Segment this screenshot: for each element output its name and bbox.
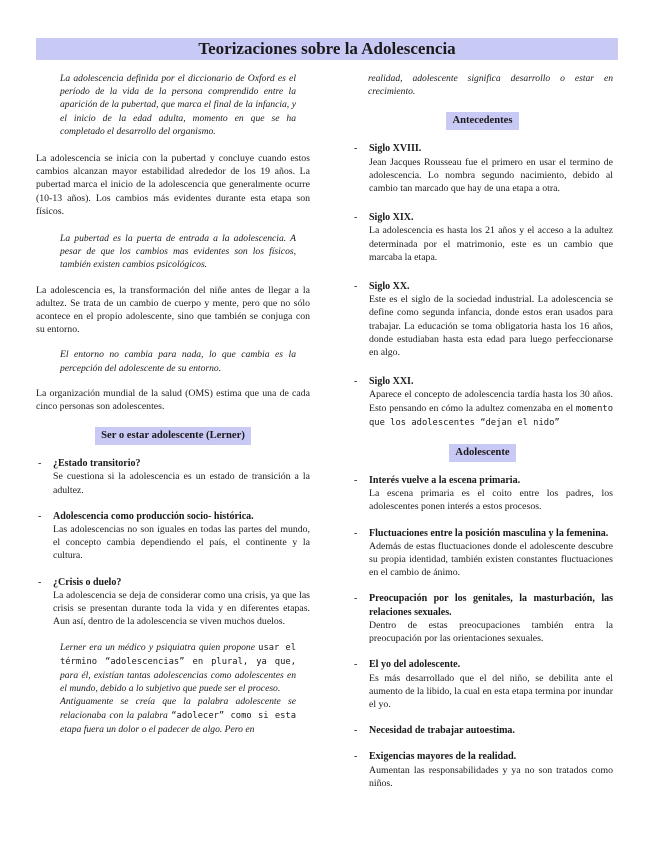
bullet: - <box>354 376 358 388</box>
intro-paragraph: La adolescencia se inicia con la pubertad y concluye cuando estos cambios alcanzan mayor estabilidad alrededor de los 19 años. La pubertad marca el inicio de la adolescencia que generalmente ocurre (10-13 años). Los cambios más evidentes durante esta etapa son físicos. <box>36 153 310 217</box>
item-title: Necesidad de trabajar autoestima. <box>369 725 515 737</box>
list-item <box>36 576 310 629</box>
bullet: - <box>354 593 358 605</box>
bullet: - <box>354 725 358 737</box>
entorno-quote: El entorno no cambia para nada, lo que cambia es la percepción del adolescente de su entorno. <box>60 349 296 374</box>
bullet: - <box>38 458 42 470</box>
list-item <box>352 375 613 430</box>
item-desc: Es más desarrollado que el del niño, se debilita ante el aumento de la libido, la cual en esta etapa termina por inundar el yo. <box>369 672 613 710</box>
lerner-quote-continuation: realidad, adolescente significa desarrollo o estar en crecimiento. <box>368 73 613 98</box>
bullet: - <box>354 527 358 539</box>
bullet: - <box>354 475 358 487</box>
bullet: - <box>354 143 358 155</box>
oms-paragraph: La organización mundial de la salud (OMS) estima que una de cada cinco personas son adolescentes. <box>36 387 310 413</box>
right-column <box>352 72 613 790</box>
bullet: - <box>354 751 358 763</box>
left-column <box>36 72 310 736</box>
item-title: Siglo XVIII. <box>369 143 422 155</box>
list-item <box>352 750 613 790</box>
handwritten-text: usar el término “adolescencias” en plural, ya que, <box>60 642 296 667</box>
bullet: - <box>354 212 358 224</box>
oxford-quote: La adolescencia definida por el diccionario de Oxford es el período de la vida de la persona comprendido entre la aparición de la pubertad, que marca el final de la infancia, y el inicio de la edad adulta, momento en que se ha completado el desarrollo del organismo. <box>60 73 296 137</box>
item-title: Exigencias mayores de la realidad. <box>369 751 517 763</box>
list-item <box>352 724 613 737</box>
list-item <box>36 457 310 497</box>
item-desc: Se cuestiona si la adolescencia es un estado de transición a la adultez. <box>53 471 310 496</box>
item-title: Siglo XIX. <box>369 212 414 224</box>
list-item <box>352 592 613 645</box>
item-desc: Aparece el concepto de adolescencia tardía hasta los 30 años. Esto pensando en cómo la adultez comenzaba en el momento que los adolescentes “dejan el nido” <box>369 389 613 428</box>
item-desc: Jean Jacques Rousseau fue el primero en usar el termino de adolescencia. Lo nombra segundo nacimiento, debido al cambio tan marcado que hay de una etapa a otra. <box>369 156 613 195</box>
item-desc: Este es el siglo de la sociedad industrial. La adolescencia se define como segunda infancia, donde estos eran usados para trabajar. La educación se toma obligatoria hasta los 16 años, donde estudiaban hasta esta edad para luego perfeccionarse en algo. <box>369 294 613 359</box>
list-item <box>352 280 613 359</box>
lerner-quote: Lerner era un médico y psiquiatra quien propone usar el término “adolescencias” en plural, ya que, para él, existían tantas adolescencias como adolescentes en el mundo, debido a lo subjetivo que puede ser el proceso. Antiguamente se creía que la palabra adolescente se relacionaba con la palabra “adolecer” como si esta etapa fuera un dolor o el padecer de algo. Pero en <box>60 641 297 735</box>
item-title: Fluctuaciones entre la posición masculina y la femenina. <box>369 527 609 539</box>
list-item <box>352 211 613 264</box>
item-title: Preocupación por los genitales, la masturbación, las relaciones sexuales. <box>369 593 613 618</box>
list-item <box>352 527 613 580</box>
item-desc: Además de estas fluctuaciones donde el adolescente descubre su propia identidad, también existen constantes fluctuaciones en el cambio de ánimo. <box>369 540 613 579</box>
list-item <box>352 658 613 711</box>
handwritten-text: “adolecer” como si esta <box>171 710 297 721</box>
item-desc: La escena primaria es el coito entre los padres, los adolescentes ponen interés a estos procesos. <box>369 488 613 513</box>
item-title: ¿Crisis o duelo? <box>53 576 122 588</box>
list-item <box>352 142 613 195</box>
page-title: Teorizaciones sobre la Adolescencia <box>198 39 456 58</box>
item-desc: La adolescencia se deja de considerar como una crisis, ya que las crisis se presentan durante toda la vida y en diferentes etapas. Aun así, dentro de la adolescencia se viven muchos duelos. <box>53 589 310 628</box>
item-title: El yo del adolescente. <box>369 659 461 671</box>
item-title: ¿Estado transitorio? <box>53 458 141 470</box>
handwritten-text: momento que los adolescentes “dejan el nido” <box>369 403 613 428</box>
list-item <box>352 474 613 514</box>
transformacion-paragraph: La adolescencia es, la transformación del niñe antes de llegar a la adultez. Se trata de un cambio de cuerpo y mente, pero que no sólo acontece en el propio adolescente, sino que también se conjuga con su entorno. <box>36 284 310 336</box>
bullet: - <box>38 510 42 522</box>
item-title: Interés vuelve a la escena primaria. <box>369 475 521 487</box>
item-title: Siglo XX. <box>369 281 410 293</box>
item-title: Adolescencia como producción socio- histórica. <box>53 510 254 522</box>
antecedentes-heading: Antecedentes <box>352 110 613 130</box>
pubertad-quote: La pubertad es la puerta de entrada a la adolescencia. A pesar de que los cambios mas evidentes son los físicos, también existen cambios psicológicos. <box>60 233 296 271</box>
bullet: - <box>354 659 358 671</box>
adolescente-heading: Adolescente <box>352 442 613 462</box>
list-item <box>36 510 310 563</box>
item-desc: Aumentan las responsabilidades y ya no son tratados como niños. <box>369 764 613 789</box>
bullet: - <box>354 281 358 293</box>
item-desc: La adolescencia es hasta los 21 años y el acceso a la adultez determinada por el matrimonio, este es un cambio que marcaba la etapa. <box>369 225 613 263</box>
item-desc: Dentro de estas preocupaciones también entra la preocupación por las orientaciones sexuales. <box>369 619 613 645</box>
item-desc: Las adolescencias no son iguales en todas las partes del mundo, el concepto cambia dependiendo el país, el continente y la cultura. <box>53 524 310 562</box>
bullet: - <box>38 576 42 588</box>
lerner-heading: Ser o estar adolescente (Lerner) <box>36 425 310 445</box>
item-title: Siglo XXI. <box>369 376 414 388</box>
